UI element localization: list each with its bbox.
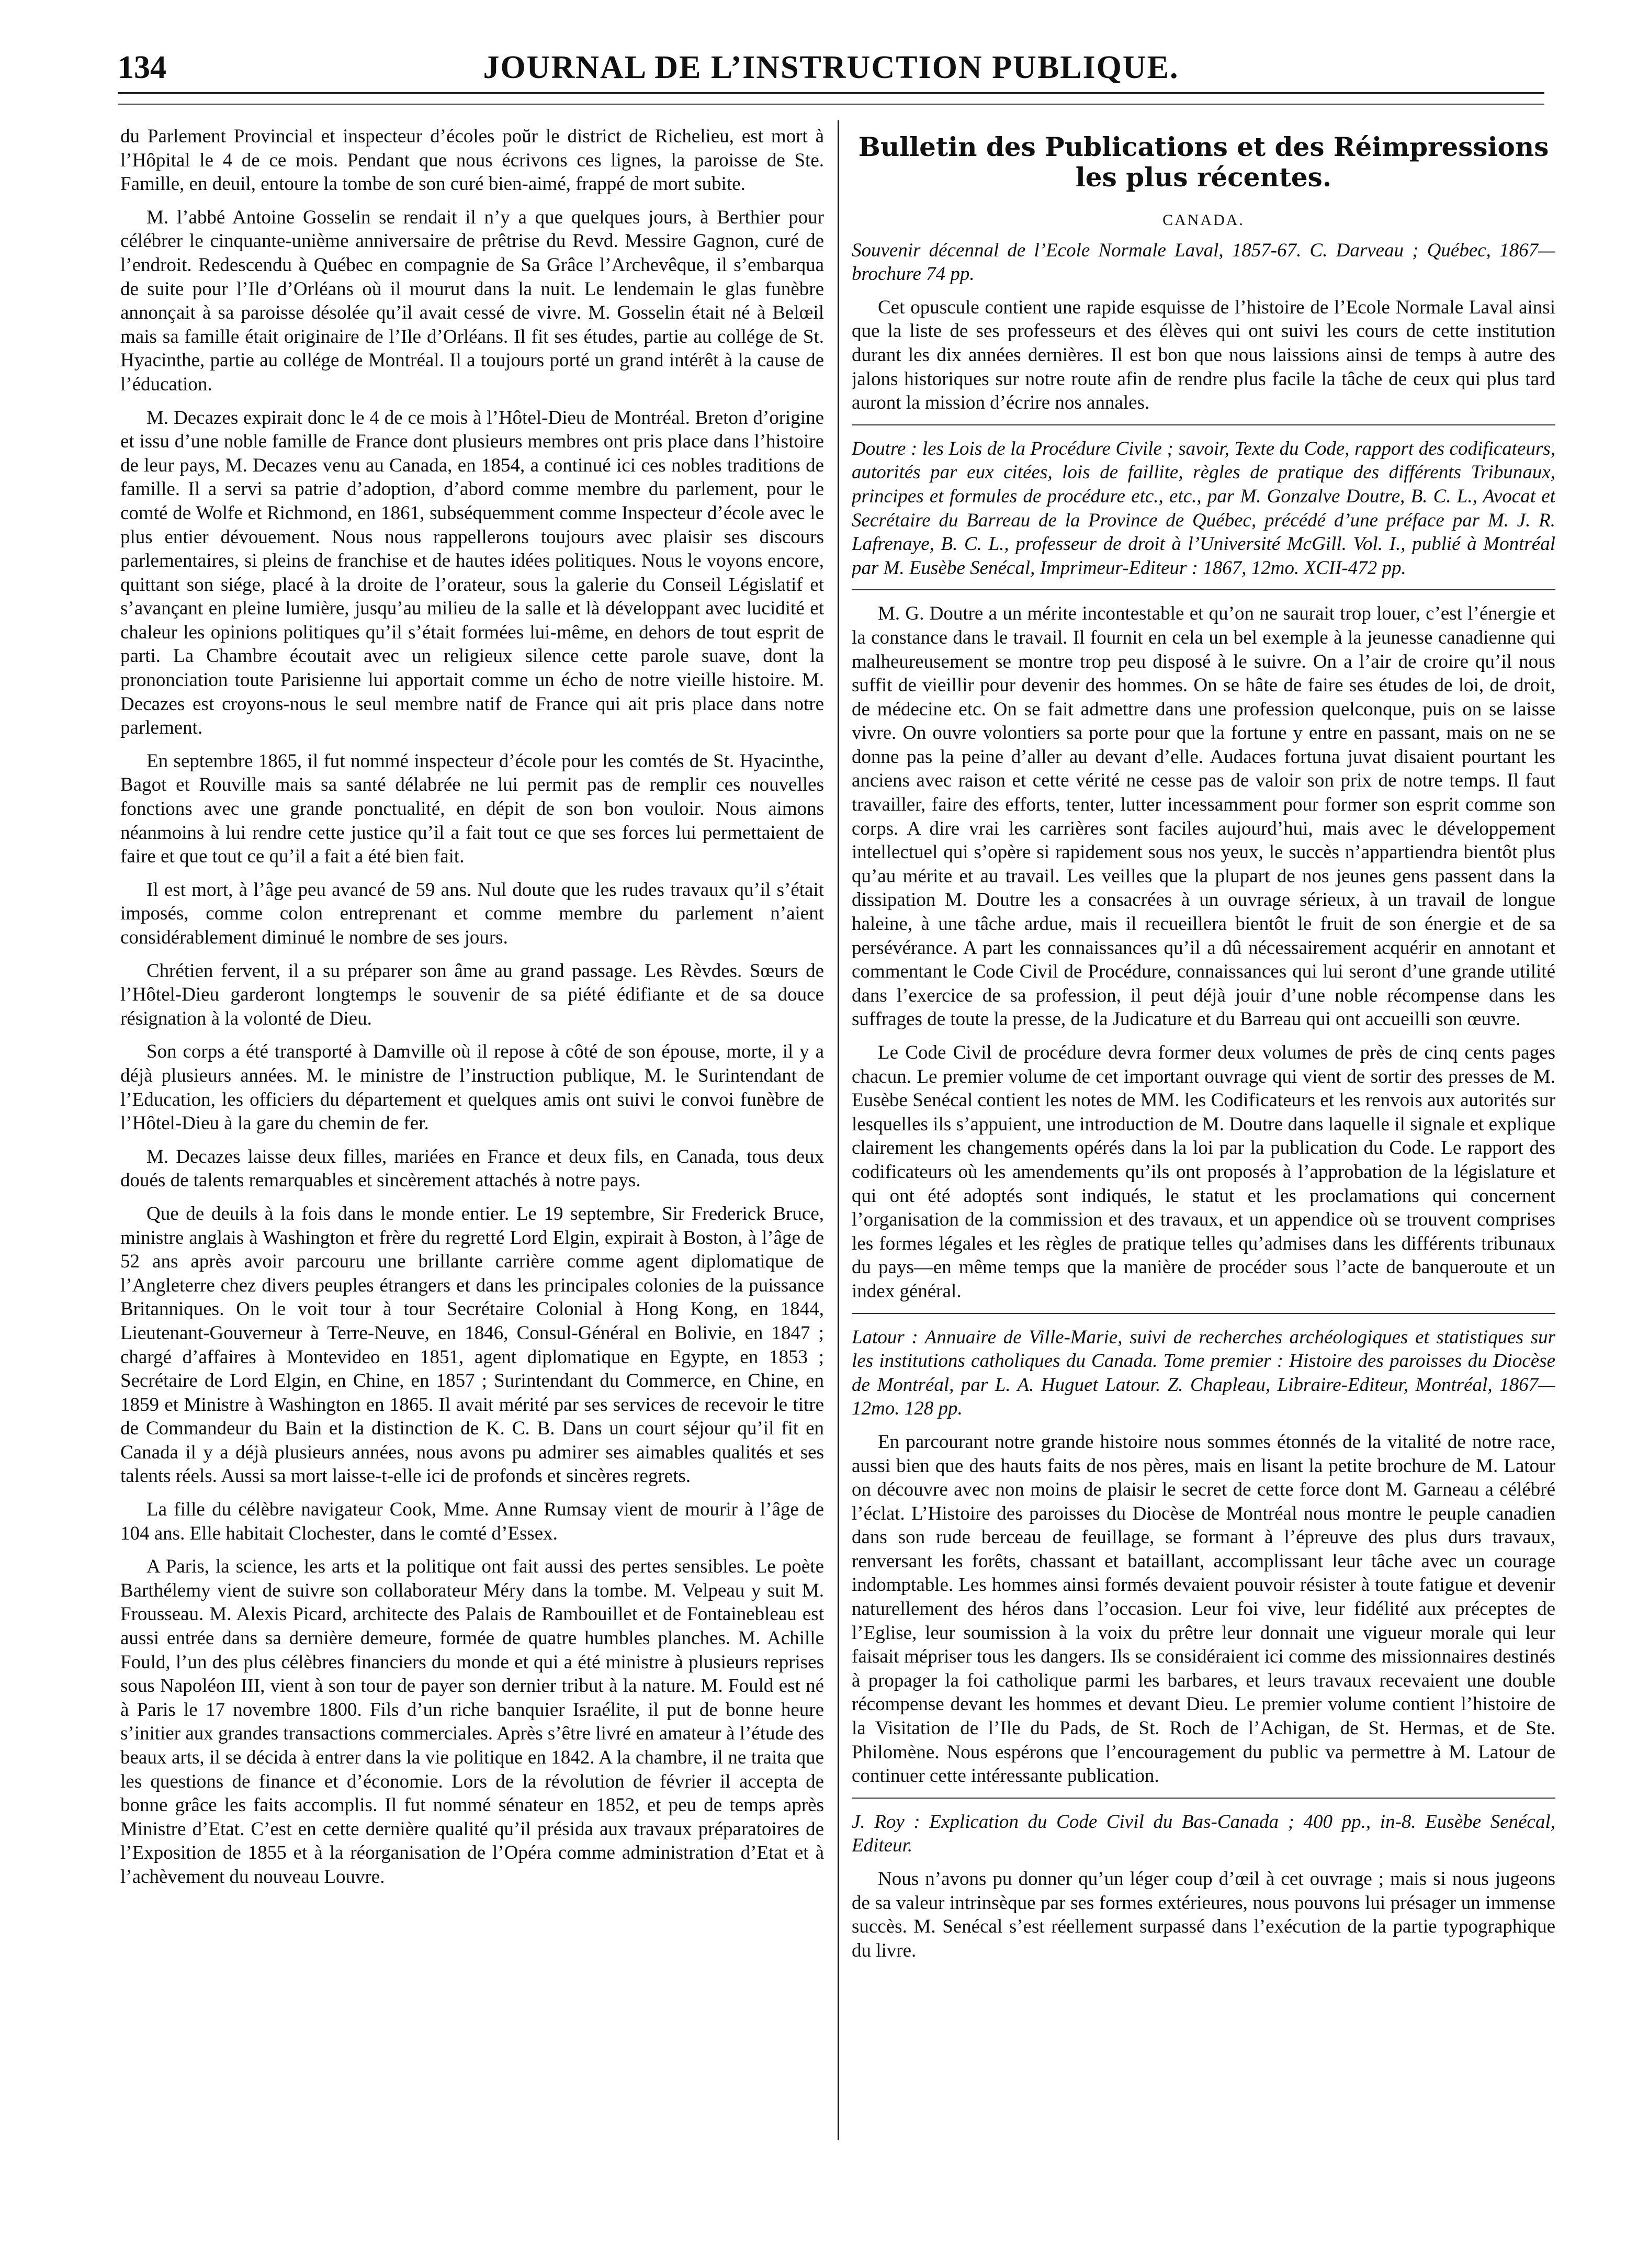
- paragraph: M. Decazes expirait donc le 4 de ce mois à l’Hôtel-Dieu de Montréal. Breton d’origine et issu d’une noble famille de France dont plusieurs membres ont pris place dans l’histoire de leur pays, M. Decazes venu au Canada, en 1854, a continué ici ces nobles traditions de famille. Il a servi sa patrie d’adoption, d’abord comme membre du parlement, pour le comté de Wolfe et Richmond, en 1861, subséquemment comme Inspecteur d’école avec le plus entier dévouement. Nous nous rappellerons toujours avec plaisir ses discours parlementaires, si pleins de franchise et de hautes idées politiques. Nous le voyons encore, quittant son siége, placé à la droite de l’orateur, sous la galerie du Conseil Législatif et s’avançant en pleine lumière, jusqu’au milieu de la salle et là développant avec lucidité et chaleur les opinions politiques qu’il s’était formées lui-même, en dehors de tout esprit de parti. La Chambre écoutait avec un religieux silence cette parole suave, dont la prononciation toute Parisienne lui apportait comme un écho de notre vieille histoire. M. Decazes est croyons-nous le seul membre natif de France qui ait pris place dans notre parlement.: [120, 407, 824, 739]
- entry-separator: [852, 424, 1555, 425]
- column-divider: [838, 120, 839, 2140]
- entry-heading: Souvenir décennal de l’Ecole Normale Laval, 1857-67. C. Darveau ; Québec, 1867—brochure 74 pp.: [852, 239, 1555, 285]
- paragraph: En parcourant notre grande histoire nous sommes étonnés de la vitalité de notre race, aussi bien que des hauts faits de nos pères, mais en lisant la petite brochure de M. Latour on découvre avec non moins de plaisir le secret de cette force dont M. Garneau a célébré l’éclat. L’Histoire des paroisses du Diocèse de Montréal nous montre le peuple canadien dans son rude berceau de feuillage, se formant à l’épreuve des plus durs travaux, renversant les forêts, chassant et bataillant, accomplissant leur tâche avec un courage indomptable. Les hommes ainsi formés devaient pouvoir résister à toute fatigue et devenir naturellement des héros dans l’occasion. Leur foi vive, leur fidélité aux préceptes de l’Eglise, leur soumission à la voix du prêtre leur donnait une vigueur morale qui leur faisait mépriser tous les dangers. Ils se considéraient ici comme des missionnaires destinés à propager la foi catholique parmi les barbares, et leurs travaux recevaient une double récompense devant les hommes et devant Dieu. Le premier volume contient l’histoire de la Visitation de l’Ile du Pads, de St. Roch de l’Achigan, de St. Hermas, et de Ste. Philomène. Nous espérons que l’encouragement du public va permettre à M. Latour de continuer cette intéressante publication.: [852, 1431, 1555, 1787]
- paragraph: M. Decazes laisse deux filles, mariées en France et deux fils, en Canada, tous deux doués de talents remarquables et sincèrement attachés à notre pays.: [120, 1146, 824, 1192]
- paragraph: M. l’abbé Antoine Gosselin se rendait il n’y a que quelques jours, à Berthier pour célébrer le cinquante-unième anniversaire de prêtrise du Revd. Messire Gagnon, curé de l’endroit. Redescendu à Québec en compagnie de Sa Grâce l’Archevêque, il s’embarqua de suite pour l’Ile d’Orléans où il mourut dans la nuit. Le lendemain le glas funèbre annonçait à sa paroisse désolée qu’il avait cessé de vivre. M. Gosselin était né à Belœil mais sa famille était originaire de l’Ile d’Orléans. Il fit ses études, partie au collége de St. Hyacinthe, partie au collége de Montréal. Il a toujours porté un grand intérêt à la cause de l’éducation.: [120, 206, 824, 395]
- entry-separator: [852, 589, 1555, 590]
- header-rule: [118, 92, 1544, 94]
- page-header: [118, 46, 1544, 88]
- page-number: 134: [118, 50, 166, 85]
- entry-separator: [852, 1798, 1555, 1799]
- paragraph: Chrétien fervent, il a su préparer son âme au grand passage. Les Rèvdes. Sœurs de l’Hôtel-Dieu garderont longtemps le souvenir de sa piété édifiante et de sa douce résignation à la volonté de Dieu.: [120, 960, 824, 1029]
- journal-title: JOURNAL DE L’INSTRUCTION PUBLIQUE.: [483, 50, 1179, 85]
- paragraph: Cet opuscule contient une rapide esquisse de l’histoire de l’Ecole Normale Laval ainsi que la liste de ses professeurs et des élèves qui ont suivi les cours de cette institution durant les dix années dernières. Il est bon que nous laissions ainsi de temps à autre des jalons historiques sur notre route afin de rendre plus facile la tâche de ceux qui plus tard auront la mission d’écrire nos annales.: [852, 296, 1555, 414]
- entry-heading: J. Roy : Explication du Code Civil du Bas-Canada ; 400 pp., in-8. Eusèbe Senécal, Editeur.: [852, 1811, 1555, 1857]
- entry-heading: Latour : Annuaire de Ville-Marie, suivi de recherches archéologiques et statistiques sur les institutions catholiques du Canada. Tome premier : Histoire des paroisses du Diocèse de Montréal, par L. A. Huguet Latour. Z. Chapleau, Libraire-Editeur, Montréal, 1867—12mo. 128 pp.: [852, 1326, 1555, 1420]
- paragraph: Son corps a été transporté à Damville où il repose à côté de son épouse, morte, il y a déjà plusieurs années. M. le ministre de l’instruction publique, M. le Surintendant de l’Education, les officiers du département et quelques amis ont suivi le convoi funèbre de l’Hôtel-Dieu à la gare du chemin de fer.: [120, 1041, 824, 1135]
- paragraph: En septembre 1865, il fut nommé inspecteur d’école pour les comtés de St. Hyacinthe, Bagot et Rouville mais sa santé délabrée ne lui permit pas de remplir ces nouvelles fonctions avec une grande ponctualité, en dépit de son bon vouloir. Nous aimons néanmoins à lui rendre cette justice qu’il a fait tout ce que ses forces lui permettaient de faire et que tout ce qu’il a fait a été bien fait.: [120, 750, 824, 868]
- entry-heading: Doutre : les Lois de la Procédure Civile ; savoir, Texte du Code, rapport des codificateurs, autorités par eux citées, lois de faillite, règles de pratique des différents Tribunaux, principes et formules de procédure etc., etc., par M. Gonzalve Doutre, B. C. L., Avocat et Secrétaire du Barreau de la Province de Québec, précédé d’une préface par M. J. R. Lafrenaye, B. C. L., professeur de droit à l’Université McGill. Vol. I., publié à Montréal par M. Eusèbe Senécal, Imprimeur-Editeur : 1867, 12mo. XCII-472 pp.: [852, 437, 1555, 579]
- paragraph: Que de deuils à la fois dans le monde entier. Le 19 septembre, Sir Frederick Bruce, ministre anglais à Washington et frère du regretté Lord Elgin, expirait à Boston, à l’âge de 52 ans après avoir parcouru une brillante carrière comme agent diplomatique de l’Angleterre chez divers peuples étrangers et dans les principales colonies de la puissance Britanniques. On le voit tour à tour Secrétaire Colonial à Hong Kong, en 1844, Lieutenant-Gouverneur à Terre-Neuve, en 1846, Consul-Général en Bolivie, en 1847 ; chargé d’affaires à Montevideo en 1851, agent diplomatique en Egypte, en 1853 ; Secrétaire de Lord Elgin, en Chine, en 1857 ; Surintendant du Commerce, en Chine, en 1859 et Ministre à Washington en 1865. Il avait mérité par ses services de recevoir le titre de Commandeur du Bain et la distinction de K. C. B. Dans un court séjour qu’il fit en Canada il y a déjà plusieurs années, nous avons pu admirer ses aimables qualités et ses talents réels. Aussi sa mort laisse-t-elle ici de profonds et sincères regrets.: [120, 1203, 824, 1487]
- section-heading: CANADA.: [1162, 211, 1245, 229]
- paragraph: Il est mort, à l’âge peu avancé de 59 ans. Nul doute que les rudes travaux qu’il s’était imposés, comme colon entreprenant et comme membre du parlement n’aient considérablement diminué le nombre de ses jours.: [120, 879, 824, 948]
- left-column: [120, 125, 824, 2145]
- paragraph: M. G. Doutre a un mérite incontestable et qu’on ne saurait trop louer, c’est l’énergie et la constance dans le travail. Il fournit en cela un bel exemple à la jeunesse canadienne qui malheureusement se montre trop peu disposé à le suivre. On a l’air de croire qu’il nous suffit de vieillir pour devenir des hommes. On se hâte de faire ses études de loi, de droit, de médecine etc. On se fait admettre dans une profession quelconque, puis on se laisse vivre. On ouvre volontiers sa porte pour que la fortune y entre en passant, mais on ne se donne pas la peine d’aller au devant d’elle. Audaces fortuna juvat disaient pourtant les anciens avec raison et cette vérité ne cesse pas de valoir son prix de notre temps. Il faut travailler, faire des efforts, tenter, lutter incessamment pour former son esprit comme son corps. A dire vrai les carrières sont faciles aujourd’hui, mais avec le développement intellectuel qui s’opère si rapidement sous nos yeux, le succès n’appartiendra bientôt plus qu’au mérite et au travail. Les veilles que la plupart de nos jeunes gens passent dans la dissipation M. Doutre les a consacrées à un ouvrage sérieux, à un travail de longue haleine, à une tâche ardue, mais il recueillera bientôt le fruit de son énergie et de sa persévérance. A part les connaissances qu’il a dû nécessairement acquérir en annotant et commentant le Code Civil de Procédure, connaissances qui lui seront d’une grande utilité dans l’exercice de sa profession, il peut déjà jouir d’une noble récompense dans les suffrages de toute la presse, de la Judicature et du Barreau qui ont accueilli son œuvre.: [852, 603, 1555, 1030]
- paragraph: Le Code Civil de procédure devra former deux volumes de près de cinq cents pages chacun. Le premier volume de cet important ouvrage qui vient de sortir des presses de M. Eusèbe Senécal contient les notes de MM. les Codificateurs et les renvois aux autorités sur lesquelles ils s’appuient, une introduction de M. Doutre dans laquelle il signale et explique clairement les changements opérés dans la loi par la publication du Code. Le rapport des codificateurs où les amendements qu’ils ont proposés à l’approbation de la législature et qui ont été adoptés sont indiqués, le statut et les proclamations qui concernent l’organisation de la commission et des travaux, et un appendice où se trouvent comprises les formes légales et les règles de pratique telles qu’admises dans les différents tribunaux du pays—en même temps que la manière de procéder sous l’acte de banqueroute et un index général.: [852, 1042, 1555, 1302]
- right-column: [852, 125, 1555, 2145]
- paragraph: Nous n’avons pu donner qu’un léger coup d’œil à cet ouvrage ; mais si nous jugeons de sa valeur intrinsèque par ses formes extérieures, nous pouvons lui présager un immense succès. M. Senécal s’est réellement surpassé dans l’exécution de la partie typographique du livre.: [852, 1868, 1555, 1961]
- paragraph: La fille du célèbre navigateur Cook, Mme. Anne Rumsay vient de mourir à l’âge de 104 ans. Elle habitait Clochester, dans le comté d’Essex.: [120, 1499, 824, 1544]
- header-rule-thin: [118, 104, 1544, 105]
- paragraph: du Parlement Provincial et inspecteur d’écoles poŭr le district de Richelieu, est mort à l’Hôpital le 4 de ce mois. Pendant que nous écrivons ces lignes, la paroisse de Ste. Famille, en deuil, entoure la tombe de son curé bien-aimé, frappé de mort subite.: [120, 126, 824, 195]
- entry-separator: [852, 1313, 1555, 1314]
- paragraph: A Paris, la science, les arts et la politique ont fait aussi des pertes sensibles. Le poète Barthélemy vient de suivre son collaborateur Méry dans la tombe. M. Velpeau y suit M. Frousseau. M. Alexis Picard, architecte des Palais de Rambouillet et de Fontainebleau est aussi entrée dans sa dernière demeure, formée de quatre humbles planches. M. Achille Fould, l’un des plus célèbres financiers du monde et qui a été ministre à plusieurs reprises sous Napoléon III, vient à son tour de payer son dernier tribut à la nature. M. Fould est né à Paris le 17 novembre 1800. Fils d’un riche banquier Israélite, il put de bonne heure s’initier aux grandes transactions commerciales. Après s’être livré en amateur à l’étude des beaux arts, il se décida à entrer dans la vie politique en 1842. A la chambre, il ne traita que les questions de finance et d’économie. Lors de la révolution de février il accepta de bonne grâce les faits accomplis. Il fut nommé sénateur en 1852, et peu de temps après Ministre d’Etat. C’est en cette dernière qualité qu’il présida aux travaux préparatoires de l’Exposition de 1855 et à la réorganisation de l’Opéra comme administration d’Etat et à l’achèvement du nouveau Louvre.: [120, 1556, 824, 1888]
- bulletin-title: Bulletin des Publications et des Réimpressions les plus récentes.: [858, 131, 1549, 193]
